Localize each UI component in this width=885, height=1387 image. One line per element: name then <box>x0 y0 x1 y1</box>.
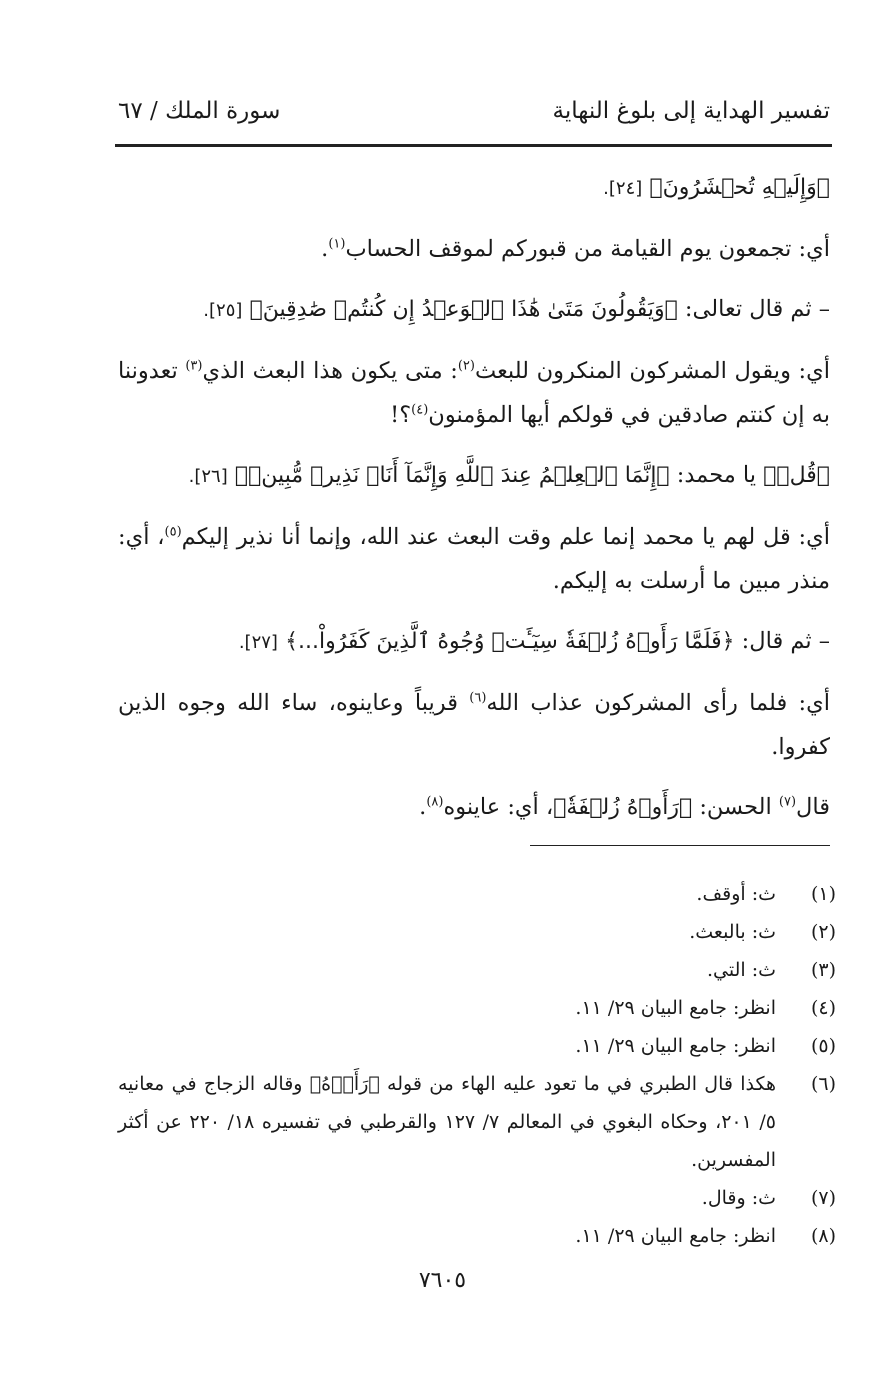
footnote-text: انظر: جامع البيان ٢٩/ ١١. <box>575 997 776 1019</box>
paragraph-text: ؟! <box>390 402 412 428</box>
paragraph-text: قريباً وعاينوه، ساء الله وجوه الذين كفروا. <box>118 690 830 760</box>
footnote-text: ث: أوقف. <box>696 883 776 905</box>
paragraph-text: قال <box>796 794 830 820</box>
verse-ref: [٢٤]. <box>603 178 643 199</box>
footnote-number: (١) <box>810 883 836 905</box>
footnote-text: هكذا قال الطبري في ما تعود عليه الهاء من قوله ﴿رَأَوۡهُ﴾ وقاله الزجاج في معانيه ٥/ ٢٠١، وحكاه البغوي في المعالم ٧/ ١٢٧ والقرطبي في تفسيره ١٨/ ٢٢٠ عن أكثر المفسرين. <box>118 1073 776 1171</box>
footnote-marker: (٧) <box>778 794 797 810</box>
footnote-number: (٣) <box>810 959 836 981</box>
verse-ref: [٢٥]. <box>203 300 243 321</box>
quran-verse: ﴿وَإِلَيۡهِ تُحۡشَرُونَ﴾ <box>649 175 830 200</box>
footnote-number: (٤) <box>810 997 836 1019</box>
paragraph-text: – ثم قال تعالى: <box>677 296 830 322</box>
quran-verse: ﴿رَأَوۡهُ زُلۡفَةٗ﴾ <box>553 795 693 820</box>
paragraph-text: الحسن: <box>692 794 779 820</box>
footnote-marker: (١) <box>328 236 346 252</box>
commentary-paragraph <box>118 681 830 769</box>
main-text <box>118 165 830 846</box>
footnote-item <box>118 1217 836 1255</box>
paragraph-text: . <box>419 794 427 820</box>
running-header <box>118 98 830 138</box>
book-title: تفسير الهداية إلى بلوغ النهاية <box>552 98 830 124</box>
footnote-text: انظر: جامع البيان ٢٩/ ١١. <box>575 1035 776 1057</box>
footnote-text: انظر: جامع البيان ٢٩/ ١١. <box>575 1225 776 1247</box>
quran-verse: ﴿قُلۡ﴾ <box>763 463 830 488</box>
paragraph-text: تعدوننا به إن كنتم صادقين في قولكم أيها المؤمنون <box>118 358 830 428</box>
verse-24 <box>118 165 830 211</box>
footnote-item <box>118 1065 836 1179</box>
verse-25 <box>118 287 830 333</box>
surah-label: سورة الملك / ٦٧ <box>118 98 281 124</box>
footnote-marker: (٥) <box>164 524 182 540</box>
footnote-item <box>118 913 836 951</box>
paragraph-text: أي: قل لهم يا محمد إنما علم وقت البعث عند الله، وإنما أنا نذير إليكم <box>181 524 830 550</box>
header-rule <box>115 144 832 147</box>
footnote-number: (٢) <box>810 921 836 943</box>
footnote-item <box>118 989 836 1027</box>
commentary-paragraph <box>118 785 830 830</box>
footnote-separator <box>530 845 830 846</box>
commentary-paragraph <box>118 227 830 271</box>
footnote-marker: (٨) <box>426 794 444 810</box>
verse-26 <box>118 453 830 499</box>
footnote-marker: (٦) <box>469 690 487 706</box>
paragraph-text: أي: فلما رأى المشركون عذاب الله <box>486 690 831 716</box>
paragraph-text: أي: تجمعون يوم القيامة من قبوركم لموقف الحساب <box>345 236 830 262</box>
footnote-item <box>118 1179 836 1217</box>
paragraph-text: . <box>321 236 329 262</box>
quran-verse: ﴿فَلَمَّا رَأَوۡهُ زُلۡفَةٗ سِيٓـَٔتۡ وُجُوهُ ٱلَّذِينَ كَفَرُواْ...﴾ <box>285 629 735 654</box>
footnote-number: (٧) <box>810 1187 836 1209</box>
verse-ref: [٢٧]. <box>238 632 278 653</box>
commentary-paragraph <box>118 515 830 603</box>
footnote-number: (٥) <box>810 1035 836 1057</box>
paragraph-text: ، أي: منذر مبين ما أرسلت به إليكم. <box>118 524 830 594</box>
footnote-marker: (٢) <box>457 358 475 374</box>
paragraph-text: يا محمد: <box>669 462 764 488</box>
page-number: ٧٦٠٥ <box>418 1268 467 1293</box>
footnote-marker: (٣) <box>185 358 203 374</box>
footnote-marker: (٤) <box>411 402 429 418</box>
footnote-text: ث: التي. <box>706 959 776 981</box>
verse-ref: [٢٦]. <box>188 466 228 487</box>
footnote-item <box>118 1027 836 1065</box>
quran-verse: ﴿إِنَّمَا ٱلۡعِلۡمُ عِندَ ٱللَّهِ وَإِنَّمَآ أَنَا۠ نَذِيرٞ مُّبِينٞ﴾ <box>234 463 670 488</box>
paragraph-text: – ثم قال: <box>734 628 830 654</box>
footnotes <box>118 875 836 1255</box>
paragraph-text: ، أي: عاينوه <box>443 794 554 820</box>
footnote-number: (٦) <box>810 1073 836 1095</box>
paragraph-text: : متى يكون هذا البعث الذي <box>202 358 458 384</box>
footnote-item <box>118 951 836 989</box>
footnote-number: (٨) <box>810 1225 836 1247</box>
commentary-paragraph <box>118 349 830 437</box>
footnote-text: ث: وقال. <box>701 1187 776 1209</box>
verse-27 <box>118 619 830 665</box>
paragraph-text: أي: ويقول المشركون المنكرون للبعث <box>474 358 830 384</box>
footnote-text: ث: بالبعث. <box>689 921 776 943</box>
footnote-item <box>118 875 836 913</box>
quran-verse: ﴿وَيَقُولُونَ مَتَىٰ هَٰذَا ٱلۡوَعۡدُ إِن كُنتُمۡ صَٰدِقِينَ﴾ <box>249 297 678 322</box>
